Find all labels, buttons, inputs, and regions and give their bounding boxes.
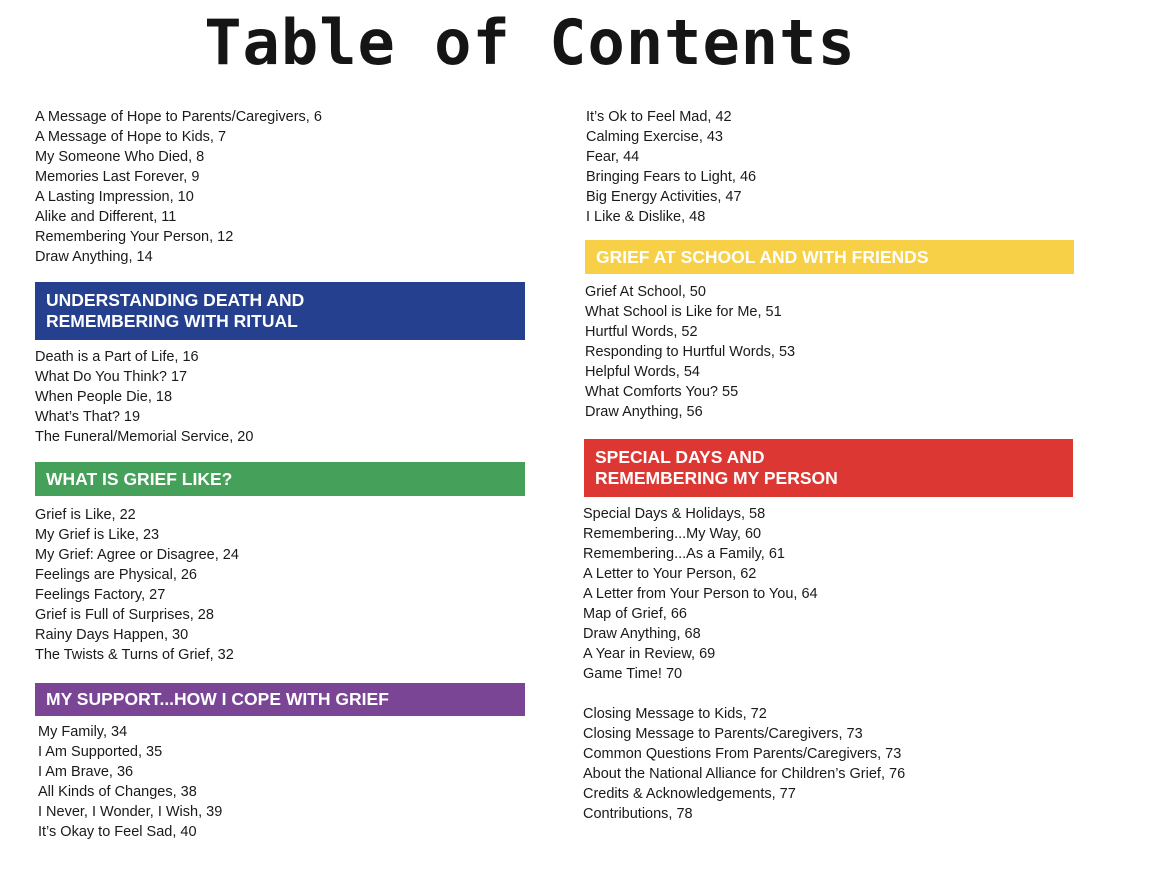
toc-entry: A Letter to Your Person, 62 (583, 566, 757, 582)
toc-entry: When People Die, 18 (35, 389, 173, 405)
toc-entry: What’s That? 19 (35, 409, 141, 425)
toc-entry: What School is Like for Me, 51 (585, 304, 782, 320)
toc-list-special-days (583, 504, 818, 684)
toc-entry: Bringing Fears to Light, 46 (586, 169, 757, 185)
toc-entry: I Never, I Wonder, I Wish, 39 (38, 804, 223, 820)
toc-list-emotions (586, 107, 756, 227)
toc-entry: Remembering Your Person, 12 (35, 229, 234, 245)
section-heading-line: UNDERSTANDING DEATH AND (46, 290, 305, 310)
toc-entry: Grief At School, 50 (585, 284, 706, 300)
toc-entry: What Do You Think? 17 (35, 369, 188, 385)
toc-entry: Big Energy Activities, 47 (586, 189, 742, 205)
toc-entry: Draw Anything, 56 (585, 404, 703, 420)
toc-entry: A Message of Hope to Kids, 7 (35, 129, 227, 145)
toc-entry: A Message of Hope to Parents/Caregivers, 6 (35, 109, 322, 125)
toc-list-closing (583, 704, 905, 824)
toc-entry: My Grief is Like, 23 (35, 527, 160, 543)
toc-entry: Common Questions From Parents/Caregivers, 73 (583, 746, 902, 762)
section-heading-my-support (35, 683, 525, 716)
toc-list-grief-at-school (585, 282, 795, 422)
toc-entry: About the National Alliance for Children’s Grief, 76 (583, 766, 906, 782)
toc-entry: Game Time! 70 (583, 666, 683, 682)
toc-entry: My Grief: Agree or Disagree, 24 (35, 547, 239, 563)
section-heading-line: REMEMBERING WITH RITUAL (46, 311, 298, 331)
toc-entry: Remembering...My Way, 60 (583, 526, 762, 542)
toc-list-grief-like (35, 505, 239, 665)
toc-list-my-support (38, 722, 222, 842)
toc-entry: A Lasting Impression, 10 (35, 189, 194, 205)
toc-entry: Fear, 44 (586, 149, 640, 165)
toc-entry: Special Days & Holidays, 58 (583, 506, 766, 522)
toc-entry: I Am Supported, 35 (38, 744, 163, 760)
toc-entry: Draw Anything, 68 (583, 626, 701, 642)
toc-entry: Grief is Full of Surprises, 28 (35, 607, 214, 623)
toc-entry: Hurtful Words, 52 (585, 324, 698, 340)
section-heading-special-days (584, 439, 1073, 497)
section-heading-line: WHAT IS GRIEF LIKE? (46, 468, 233, 489)
toc-entry: My Family, 34 (38, 724, 128, 740)
toc-entry: The Funeral/Memorial Service, 20 (35, 429, 254, 445)
toc-entry: The Twists & Turns of Grief, 32 (35, 647, 234, 663)
toc-entry: Responding to Hurtful Words, 53 (585, 344, 796, 360)
toc-entry: Draw Anything, 14 (35, 249, 153, 265)
toc-entry: Contributions, 78 (583, 806, 693, 822)
section-heading-line: SPECIAL DAYS AND (595, 447, 765, 467)
toc-entry: Credits & Acknowledgements, 77 (583, 786, 796, 802)
toc-entry: Death is a Part of Life, 16 (35, 349, 199, 365)
toc-entry: I Like & Dislike, 48 (586, 209, 706, 225)
toc-entry: It’s Okay to Feel Sad, 40 (38, 824, 197, 840)
toc-entry: Closing Message to Parents/Caregivers, 73 (583, 726, 863, 742)
toc-list-intro (35, 107, 322, 267)
toc-entry: Remembering...As a Family, 61 (583, 546, 785, 562)
toc-entry: Calming Exercise, 43 (586, 129, 723, 145)
toc-entry: Feelings are Physical, 26 (35, 567, 197, 583)
page-title: Table of Contents (204, 6, 856, 79)
toc-entry: Alike and Different, 11 (35, 209, 177, 225)
toc-entry: Closing Message to Kids, 72 (583, 706, 767, 722)
toc-entry: What Comforts You? 55 (585, 384, 739, 400)
section-heading-line: GRIEF AT SCHOOL AND WITH FRIENDS (596, 246, 929, 267)
toc-entry: Map of Grief, 66 (583, 606, 687, 622)
section-heading-line: MY SUPPORT...HOW I COPE WITH GRIEF (46, 689, 389, 709)
toc-entry: My Someone Who Died, 8 (35, 149, 205, 165)
section-heading-line: REMEMBERING MY PERSON (595, 468, 838, 488)
toc-entry: It’s Ok to Feel Mad, 42 (586, 109, 732, 125)
section-heading-understanding-death (35, 282, 525, 340)
toc-entry: All Kinds of Changes, 38 (38, 784, 197, 800)
section-heading-grief-like (35, 462, 525, 496)
toc-entry: Rainy Days Happen, 30 (35, 627, 189, 643)
section-heading-grief-at-school (585, 240, 1074, 274)
toc-entry: Helpful Words, 54 (585, 364, 700, 380)
toc-list-understanding-death (35, 347, 253, 447)
toc-entry: Feelings Factory, 27 (35, 587, 166, 603)
toc-entry: I Am Brave, 36 (38, 764, 134, 780)
toc-entry: Memories Last Forever, 9 (35, 169, 200, 185)
toc-entry: A Year in Review, 69 (583, 646, 716, 662)
toc-entry: Grief is Like, 22 (35, 507, 136, 523)
toc-entry: A Letter from Your Person to You, 64 (583, 586, 818, 602)
